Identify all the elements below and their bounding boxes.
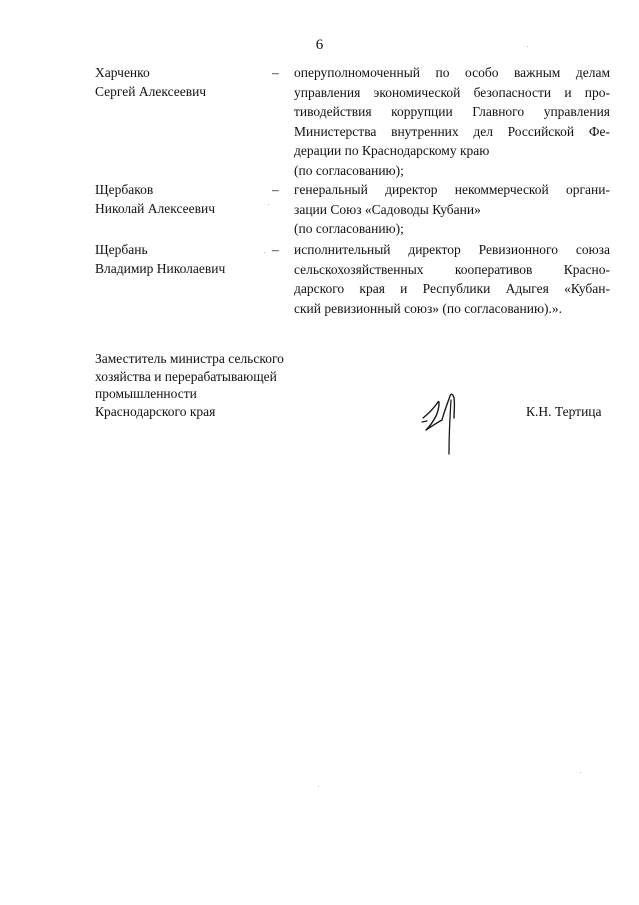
scan-speck xyxy=(318,786,319,787)
member-given-names: Владимир Николаевич xyxy=(95,261,226,276)
member-surname: Харченко xyxy=(95,65,150,80)
description-line: сельскохозяйственных кооперативов Красно- xyxy=(294,261,610,277)
signatory-position xyxy=(95,350,335,420)
member-description xyxy=(294,240,610,318)
description-line: оперуполномоченный по особо важным делам xyxy=(294,65,610,80)
position-line: Краснодарского края xyxy=(95,403,216,419)
position-line: промышленности xyxy=(95,386,197,401)
position-line: хозяйства и перерабатывающей xyxy=(95,368,277,384)
page-number: 6 xyxy=(315,37,324,53)
description-line: тиводействия коррупции Главного управления xyxy=(294,104,610,119)
entry-dash: – xyxy=(272,242,279,257)
description-line: дерации по Краснодарскому краю xyxy=(294,143,490,158)
member-surname: Щербань xyxy=(95,242,148,257)
description-line: зации Союз «Садоводы Кубани» xyxy=(294,201,481,217)
member-given-names: Сергей Алексеевич xyxy=(95,84,207,99)
member-name xyxy=(95,63,275,101)
description-line: Министерства внутренних дел Российской Фе- xyxy=(294,123,610,139)
description-line: дарского края и Республики Адыгея «Кубан- xyxy=(294,281,610,296)
scan-speck xyxy=(580,772,581,773)
scan-speck xyxy=(264,252,265,253)
entry-dash: – xyxy=(272,182,279,197)
member-description xyxy=(294,63,610,180)
scan-speck xyxy=(268,204,269,205)
member-name xyxy=(95,180,275,218)
member-given-names: Николай Алексеевич xyxy=(95,201,215,216)
description-line: (по согласованию); xyxy=(294,221,404,236)
handwritten-signature xyxy=(420,386,466,458)
description-line: исполнительный директор Ревизионного союза xyxy=(294,242,610,257)
member-description xyxy=(294,180,610,239)
member-surname: Щербаков xyxy=(95,182,154,197)
description-line: управления экономической безопасности и про- xyxy=(294,84,610,100)
position-line: Заместитель министра сельского xyxy=(95,351,284,366)
description-line: ский ревизионный союз» (по согласованию).». xyxy=(294,300,563,316)
description-line: генеральный директор некоммерческой органи- xyxy=(294,182,610,197)
entry-dash: – xyxy=(272,65,279,80)
scan-speck xyxy=(527,46,528,47)
signer-name: К.Н. Тертица xyxy=(526,404,602,419)
description-line: (по согласованию); xyxy=(294,162,404,178)
member-name xyxy=(95,240,275,278)
